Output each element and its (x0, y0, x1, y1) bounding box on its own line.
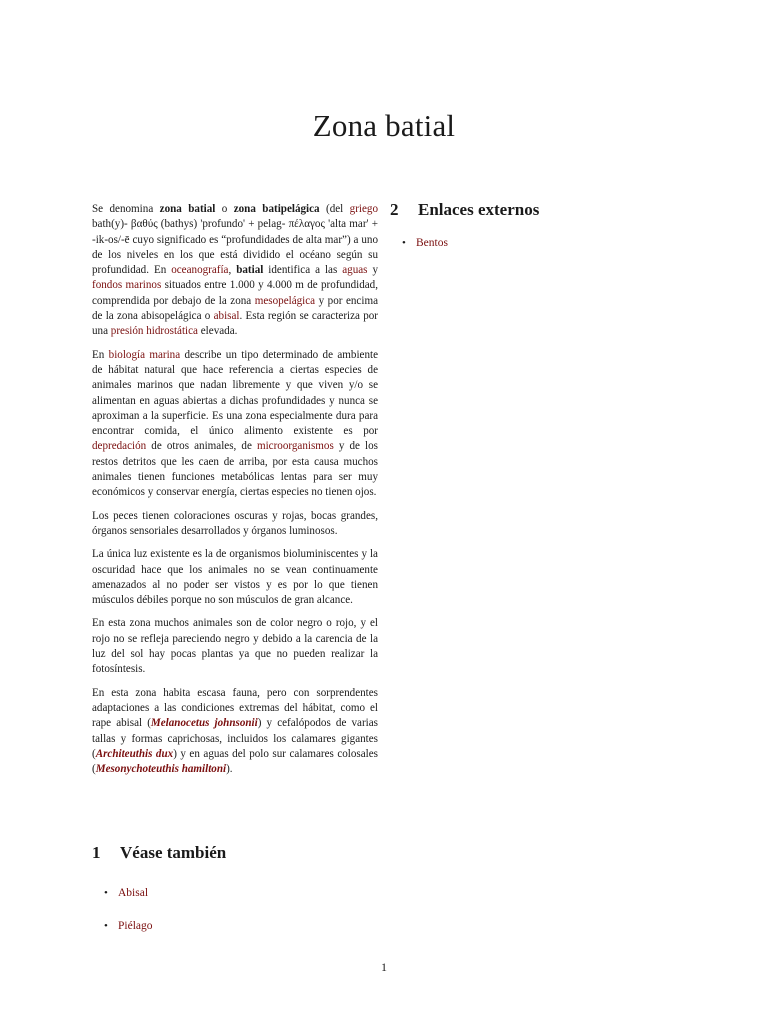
section-number: 2 (390, 200, 399, 219)
text-run: o (215, 203, 234, 215)
section-see-also-heading (92, 843, 226, 863)
inline-link[interactable]: biología marina (108, 348, 181, 361)
right-column (390, 200, 680, 249)
link-abisal[interactable]: Abisal (118, 887, 149, 899)
text-run: de otros animales, de (146, 440, 257, 453)
text-run: , (228, 264, 237, 277)
species-link[interactable]: Mesonychoteuthis hamiltoni (95, 763, 227, 776)
inline-link[interactable]: aguas (342, 264, 368, 277)
article-body (92, 202, 378, 785)
text-run: y de los restos detritos que les caen de arriba, por esta causa muchos animales tienen funciones metabólicas lentas para ser muy económicos y conservar energía, ciertas especies no tienen ojos. (92, 440, 378, 499)
inline-link[interactable]: mesopelágica (254, 294, 316, 307)
see-also-list (104, 887, 153, 953)
text-run: elevada. (197, 325, 238, 338)
document-title: Zona batial (312, 108, 456, 143)
text-run: situados entre 1.000 y 4.000 m de profundidad, comprendida por debajo de la zona (92, 279, 378, 307)
section-number: 1 (92, 843, 101, 862)
section-external-links-heading (390, 200, 680, 220)
text-run: La única luz existente es la de organismos bioluminiscentes y la oscuridad hace que los animales no se vean continuamente amenazados al no poder ser vistos y es por lo que tienen músculos débiles porque no son músculos de gran alcance. (92, 548, 378, 607)
inline-link[interactable]: abisal (213, 310, 240, 323)
bold-term: zona batipelágica (233, 203, 320, 215)
text-run: En esta zona muchos animales son de color negro o rojo, y el rojo no se refleja pareciendo negro y debido a la carencia de la luz del sol hay pocas plantas ya que no pueden realizar la fotosíntesis. (92, 617, 378, 676)
text-run: y (367, 264, 378, 277)
body-paragraph (92, 348, 378, 501)
inline-link[interactable]: fondos marinos (92, 279, 162, 292)
inline-link[interactable]: oceanografía (171, 264, 229, 277)
text-run: ) y cefalópodos de varias tallas y formas caprichosas, incluidos los calamares gigantes ( (92, 717, 378, 760)
section-title: Enlaces externos (418, 200, 540, 219)
text-run: identifica a las (263, 264, 343, 277)
external-links-list (402, 237, 680, 249)
inline-link[interactable]: presión hidrostática (110, 325, 198, 338)
species-link[interactable]: Melanocetus johnsonii (150, 717, 258, 730)
link-pielago[interactable]: Piélago (118, 920, 153, 932)
inline-link[interactable]: griego (349, 203, 378, 215)
list-item[interactable] (104, 920, 153, 932)
text-run: (del (319, 203, 350, 215)
inline-link[interactable]: microorganismos (256, 440, 334, 453)
text-run: ). (226, 763, 233, 776)
section-title: Véase también (120, 843, 227, 862)
list-item[interactable] (104, 887, 153, 899)
link-bentos[interactable]: Bentos (416, 237, 448, 249)
species-link[interactable]: Architeuthis dux (95, 747, 174, 760)
list-item[interactable] (402, 237, 680, 249)
text-run: describe un tipo determinado de ambiente de hábitat natural que hace referencia a ciertas especies de animales marinos que nadan libremente y que viven y/o se alimentan en aguas abiertas a dichas profundidades y nunca se aproximan a la superficie. Es una zona especialmente dura para encontrar comida, el único alimento existente es por (92, 348, 379, 438)
text-run: ) y en aguas del polo sur calamares colosales ( (92, 747, 378, 776)
text-run: bath(y)- βαθύς (bathys) 'profundo' + pelag- πέλαγος 'alta mar' + -ik-os/-ē cuyo significado es “profundidades de alta mar”) a uno de los niveles en los que está dividido el océano según su profundidad. En (92, 218, 378, 277)
body-paragraph (92, 616, 378, 677)
bold-term: zona batial (159, 203, 216, 215)
body-paragraph (92, 686, 378, 778)
inline-link[interactable]: depredación (92, 440, 147, 453)
text-run: En (92, 348, 109, 361)
body-paragraph (92, 547, 378, 608)
text-run: y por encima de la zona abisopelágica o (92, 294, 378, 323)
bold-term: batial (236, 264, 264, 277)
page-number: 1 (381, 960, 387, 974)
body-paragraph (92, 202, 378, 340)
text-run: Los peces tienen coloraciones oscuras y rojas, bocas grandes, órganos sensoriales desarrollados y órganos luminosos. (92, 509, 378, 537)
text-run: Se denomina (92, 203, 160, 215)
text-run: . Esta región se caracteriza por una (92, 310, 378, 338)
text-run: En esta zona habita escasa fauna, pero con sorprendentes adaptaciones a las condiciones extremas del hábitat, como el rape abisal ( (92, 686, 378, 730)
body-paragraph (92, 509, 378, 540)
